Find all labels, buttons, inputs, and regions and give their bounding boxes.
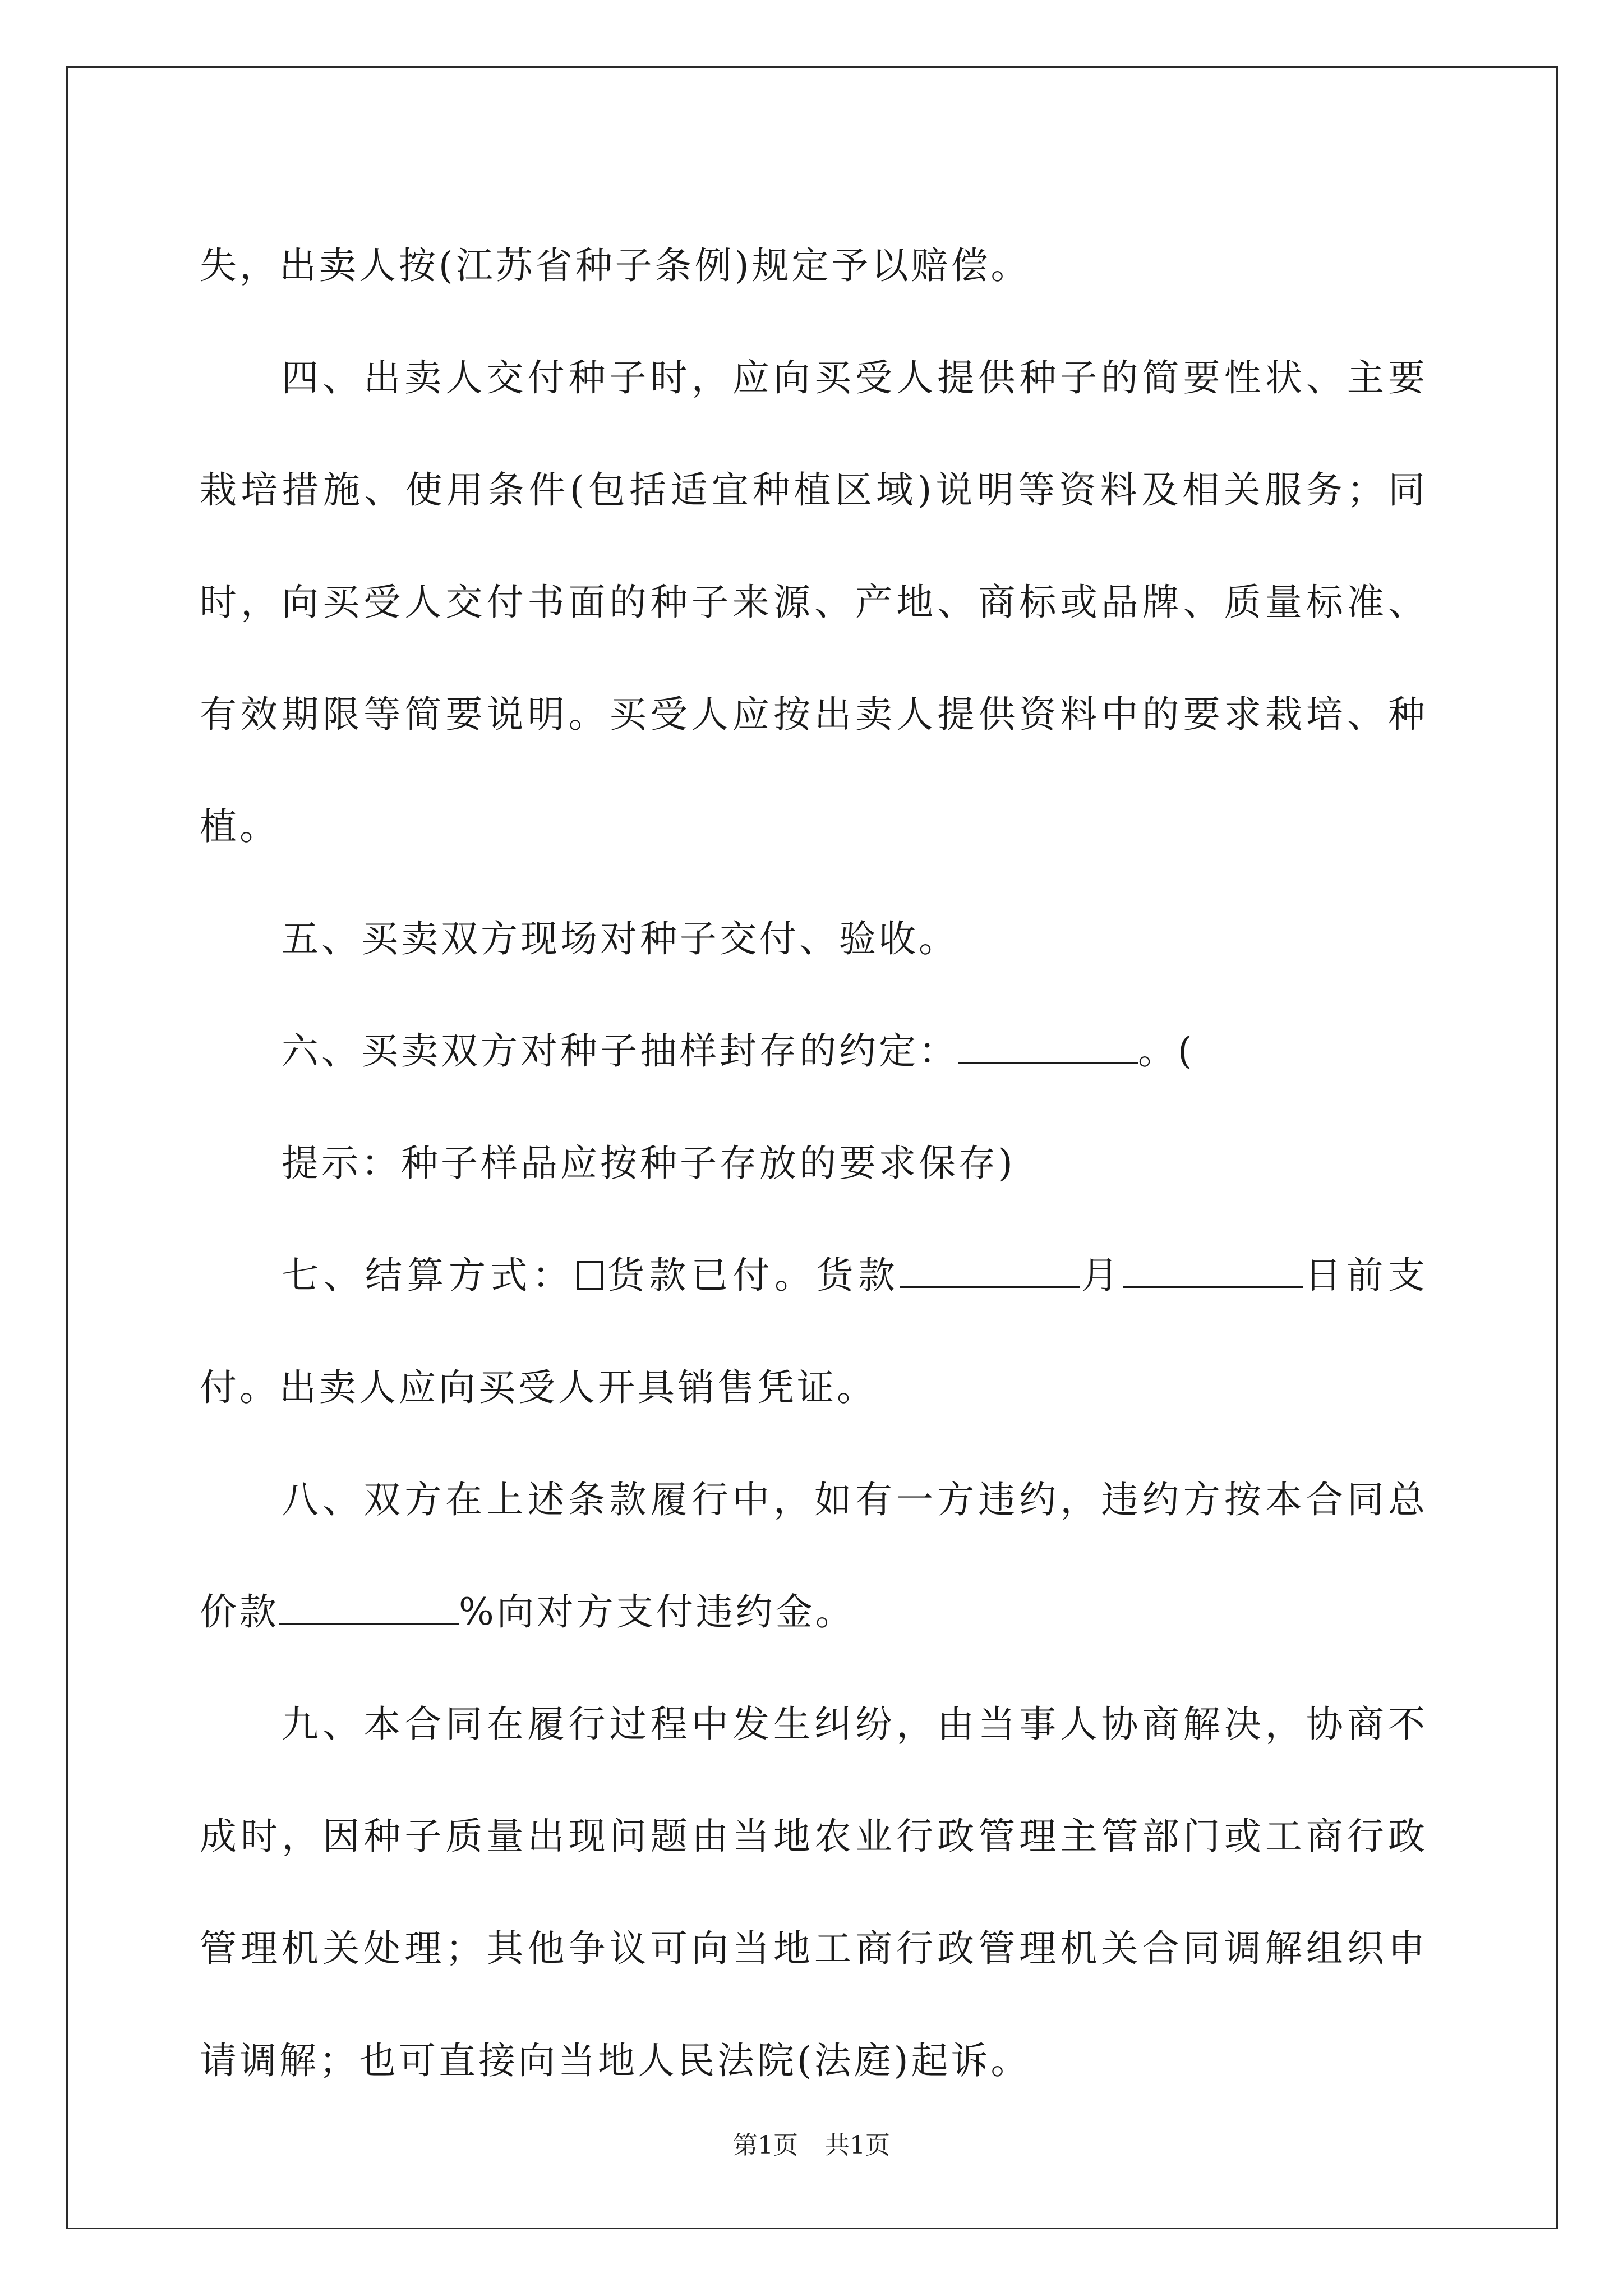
page-footer [0,2125,1623,2161]
text-line: 八、双方在上述条款履行中，如有一方违约，违约方按本合同总 [282,1478,1428,1521]
paragraph-compensation-end [200,210,1428,322]
clause-8 [200,1444,1428,1668]
clause-6 [200,995,1428,1220]
clause-9 [200,1668,1428,2117]
payment-month-blank[interactable] [900,1255,1080,1288]
sample-seal-blank[interactable] [958,1030,1138,1064]
text-line: 失，出卖人按(江苏省种子条例)规定予以赔偿。 [200,244,1031,287]
text-line: 管理机关处理；其他争议可向当地工商行政管理机关合同调解组织申 [200,1927,1428,1970]
clause-6-text: 六、买卖双方对种子抽样封存的约定： [282,1029,958,1073]
penalty-percent-blank[interactable] [279,1591,459,1625]
text-line: 提示：种子样品应按种子存放的要求保存) [282,1142,1016,1185]
text-line: 植。 [200,805,279,848]
clause-7-label: 七、结算方式： [282,1254,574,1297]
clause-6-end: 。( [1138,1029,1195,1073]
page-number: 第1页 [733,2131,798,2160]
clause-5 [200,883,1428,995]
text-line: 四、出卖人交付种子时，应向买受人提供种子的简要性状、主要 [282,356,1428,399]
text-line [200,1556,1428,1668]
text-line: 九、本合同在履行过程中发生纠纷，由当事人协商解决，协商不 [282,1703,1428,1746]
clause-4 [200,322,1428,883]
text-line: 栽培措施、使用条件(包括适宜种植区域)说明等资料及相关服务；同 [200,468,1428,512]
clause-7 [200,1220,1428,1444]
total-pages: 共1页 [825,2131,890,2160]
clause-7-day: 日前支 [1302,1254,1428,1297]
text-line: 时，向买受人交付书面的种子来源、产地、商标或品牌、质量标准、 [200,581,1428,624]
clause-8-price: 价款 [200,1590,279,1634]
text-line [200,1220,1428,1332]
clause-7-paid: 货款已付。货款 [605,1254,900,1297]
text-line: 成时，因种子质量出现问题由当地农业行政管理主管部门或工商行政 [200,1815,1428,1858]
text-line [200,995,1428,1107]
text-line: 请调解；也可直接向当地人民法院(法庭)起诉。 [200,2039,1031,2082]
text-line: 付。出卖人应向买受人开具销售凭证。 [200,1366,877,1409]
document-body [200,210,1428,2117]
clause-7-month: 月 [1079,1254,1123,1297]
text-line: 有效期限等简要说明。买受人应按出卖人提供资料中的要求栽培、种 [200,693,1428,736]
payment-checkbox[interactable] [577,1261,603,1290]
clause-8-end: %向对方支付违约金。 [459,1590,855,1634]
text-line: 五、买卖双方现场对种子交付、验收。 [282,917,958,960]
payment-day-blank[interactable] [1123,1255,1303,1288]
